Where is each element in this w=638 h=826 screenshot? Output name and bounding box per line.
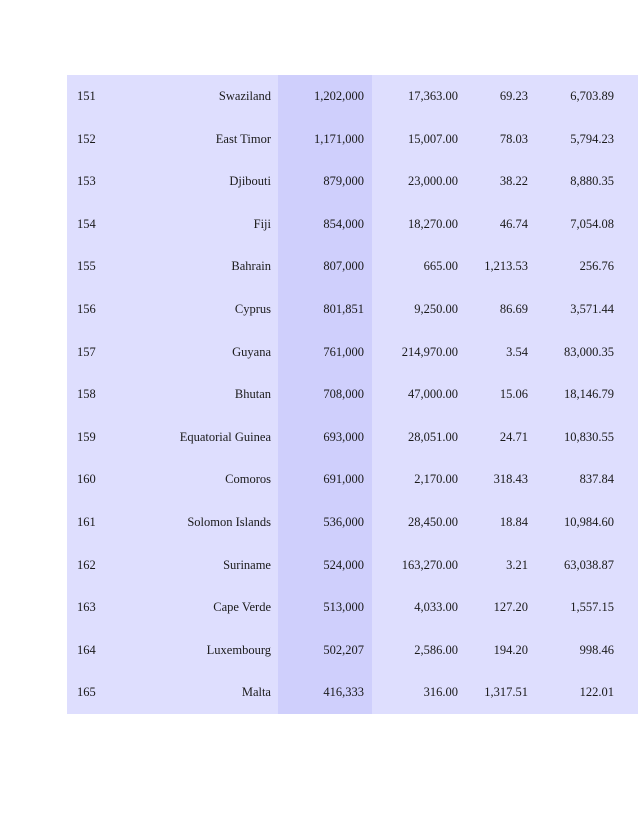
- country-cell: Cape Verde: [213, 600, 271, 615]
- area-per-person-cell: 3,571.44: [570, 301, 614, 316]
- rank-cell: 165: [77, 685, 96, 700]
- density-cell: 194.20: [493, 642, 528, 657]
- country-cell: Luxembourg: [206, 642, 271, 657]
- population-cell: 801,851: [323, 301, 364, 316]
- country-cell: Djibouti: [229, 174, 271, 189]
- area-cell: 28,051.00: [408, 429, 458, 444]
- area-per-person-cell: 8,880.35: [570, 174, 614, 189]
- area-cell: 18,270.00: [408, 216, 458, 231]
- area-cell: 47,000.00: [408, 387, 458, 402]
- country-cell: Swaziland: [218, 89, 271, 103]
- table-row: [67, 671, 638, 714]
- table-row: [67, 416, 638, 459]
- population-cell: 708,000: [323, 387, 364, 402]
- country-table: [67, 75, 638, 714]
- area-cell: 2,170.00: [414, 472, 458, 487]
- table-row: [67, 160, 638, 203]
- country-cell: Guyana: [232, 344, 271, 359]
- country-cell: Comoros: [225, 472, 271, 487]
- table-row: [67, 75, 638, 118]
- density-cell: 127.20: [493, 600, 528, 615]
- table-row: [67, 331, 638, 374]
- density-cell: 3.54: [506, 344, 528, 359]
- population-cell: 854,000: [323, 216, 364, 231]
- rank-cell: 156: [77, 301, 96, 316]
- rank-cell: 151: [77, 89, 96, 103]
- rank-cell: 162: [77, 557, 96, 572]
- area-per-person-cell: 63,038.87: [564, 557, 614, 572]
- population-cell: 693,000: [323, 429, 364, 444]
- area-per-person-cell: 83,000.35: [564, 344, 614, 359]
- table-row: [67, 203, 638, 246]
- table-row: [67, 288, 638, 331]
- area-per-person-cell: 256.76: [579, 259, 614, 274]
- table-row: [67, 458, 638, 501]
- density-cell: 318.43: [493, 472, 528, 487]
- population-cell: 536,000: [323, 514, 364, 529]
- area-cell: 9,250.00: [414, 301, 458, 316]
- area-cell: 28,450.00: [408, 514, 458, 529]
- density-cell: 3.21: [506, 557, 528, 572]
- rank-cell: 160: [77, 472, 96, 487]
- country-cell: Solomon Islands: [187, 514, 271, 529]
- density-cell: 38.22: [499, 174, 528, 189]
- country-cell: East Timor: [215, 131, 271, 146]
- rank-cell: 158: [77, 387, 96, 402]
- area-per-person-cell: 122.01: [579, 685, 614, 700]
- rank-cell: 157: [77, 344, 96, 359]
- country-cell: Malta: [241, 685, 271, 700]
- area-per-person-cell: 837.84: [579, 472, 614, 487]
- country-cell: Bahrain: [231, 259, 271, 274]
- area-cell: 4,033.00: [414, 600, 458, 615]
- area-per-person-cell: 998.46: [579, 642, 614, 657]
- table-row: [67, 245, 638, 288]
- population-cell: 879,000: [323, 174, 364, 189]
- population-cell: 1,202,000: [314, 89, 364, 103]
- country-cell: Fiji: [253, 216, 271, 231]
- rank-cell: 161: [77, 514, 96, 529]
- rank-cell: 152: [77, 131, 96, 146]
- population-cell: 807,000: [323, 259, 364, 274]
- area-per-person-cell: 1,557.15: [570, 600, 614, 615]
- density-cell: 1,317.51: [484, 685, 528, 700]
- area-per-person-cell: 18,146.79: [564, 387, 614, 402]
- rank-cell: 163: [77, 600, 96, 615]
- area-cell: 17,363.00: [408, 89, 458, 103]
- area-cell: 163,270.00: [401, 557, 458, 572]
- table-row: [67, 629, 638, 672]
- area-per-person-cell: 10,984.60: [564, 514, 614, 529]
- rank-cell: 159: [77, 429, 96, 444]
- area-per-person-cell: 6,703.89: [570, 89, 614, 103]
- area-cell: 214,970.00: [401, 344, 458, 359]
- density-cell: 24.71: [499, 429, 528, 444]
- density-cell: 69.23: [499, 89, 528, 103]
- area-cell: 2,586.00: [414, 642, 458, 657]
- density-cell: 15.06: [499, 387, 528, 402]
- country-cell: Bhutan: [234, 387, 271, 402]
- table-row: [67, 118, 638, 161]
- country-cell: Suriname: [223, 557, 271, 572]
- density-cell: 86.69: [499, 301, 528, 316]
- density-cell: 18.84: [499, 514, 528, 529]
- area-cell: 665.00: [423, 259, 458, 274]
- area-per-person-cell: 10,830.55: [564, 429, 614, 444]
- population-cell: 691,000: [323, 472, 364, 487]
- country-cell: Cyprus: [234, 301, 271, 316]
- area-cell: 15,007.00: [408, 131, 458, 146]
- rank-cell: 154: [77, 216, 96, 231]
- rank-cell: 153: [77, 174, 96, 189]
- population-cell: 416,333: [323, 685, 364, 700]
- country-cell: Equatorial Guinea: [179, 429, 271, 444]
- area-per-person-cell: 5,794.23: [570, 131, 614, 146]
- density-cell: 1,213.53: [484, 259, 528, 274]
- rank-cell: 164: [77, 642, 96, 657]
- population-cell: 502,207: [323, 642, 364, 657]
- area-per-person-cell: 7,054.08: [570, 216, 614, 231]
- density-cell: 46.74: [499, 216, 528, 231]
- population-cell: 1,171,000: [314, 131, 364, 146]
- density-cell: 78.03: [499, 131, 528, 146]
- table-row: [67, 373, 638, 416]
- area-cell: 23,000.00: [408, 174, 458, 189]
- table-row: [67, 544, 638, 587]
- table-row: [67, 501, 638, 544]
- table-row: [67, 586, 638, 629]
- population-cell: 761,000: [323, 344, 364, 359]
- area-cell: 316.00: [423, 685, 458, 700]
- rank-cell: 155: [77, 259, 96, 274]
- table-body: [67, 75, 638, 714]
- population-cell: 513,000: [323, 600, 364, 615]
- population-cell: 524,000: [323, 557, 364, 572]
